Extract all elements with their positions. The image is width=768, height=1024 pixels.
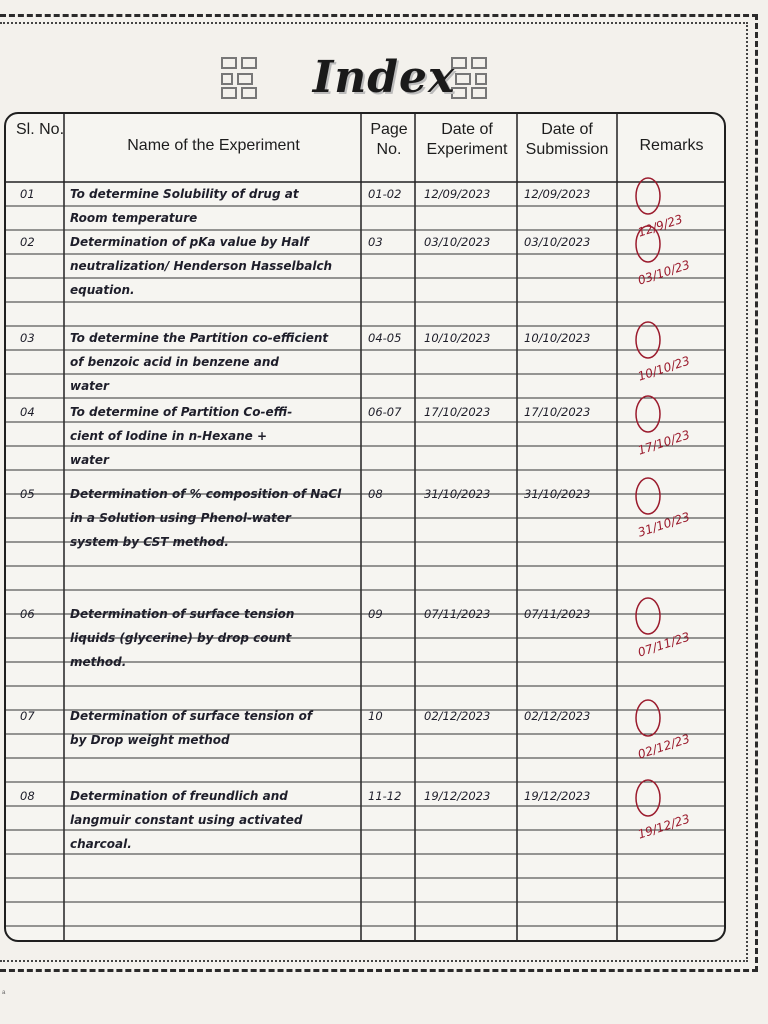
row-sl-no: 07 xyxy=(20,709,35,723)
remark-signature-mark xyxy=(636,700,660,736)
row-experiment-name-line: Determination of pKa value by Half xyxy=(70,235,309,249)
row-date-submission: 19/12/2023 xyxy=(524,789,591,803)
row-experiment-name-line: cient of Iodine in n-Hexane + xyxy=(70,429,268,443)
row-date-submission: 02/12/2023 xyxy=(524,709,591,723)
remark-signature-mark xyxy=(636,178,660,214)
row-experiment-name-line: in a Solution using Phenol-water xyxy=(70,511,291,525)
row-experiment-name-line: method. xyxy=(70,655,127,669)
row-remark-signature: 19/12/23 xyxy=(636,811,692,842)
row-sl-no: 02 xyxy=(20,235,35,249)
row-experiment-name-line: Determination of surface tension xyxy=(70,607,295,621)
header-date-submission: Date of Submission xyxy=(525,121,609,158)
row-experiment-name-line: To determine the Partition co-efficient xyxy=(70,331,329,345)
row-sl-no: 05 xyxy=(20,487,35,501)
row-date-experiment: 12/09/2023 xyxy=(424,187,491,201)
row-experiment-name-line: water xyxy=(70,453,109,467)
row-date-experiment: 19/12/2023 xyxy=(424,789,491,803)
row-date-submission: 17/10/2023 xyxy=(524,405,591,419)
remark-signature-mark xyxy=(636,780,660,816)
header-name: Name of the Experiment xyxy=(127,137,300,154)
row-experiment-name-line: langmuir constant using activated xyxy=(70,813,303,827)
row-date-experiment: 10/10/2023 xyxy=(424,331,491,345)
row-date-experiment: 31/10/2023 xyxy=(424,487,491,501)
header-page-no: Page No. xyxy=(370,121,408,158)
row-experiment-name-line: of benzoic acid in benzene and xyxy=(70,355,279,369)
row-sl-no: 03 xyxy=(20,331,35,345)
index-table xyxy=(4,112,726,942)
row-experiment-name-line: liquids (glycerine) by drop count xyxy=(70,631,292,645)
row-sl-no: 01 xyxy=(20,187,35,201)
row-page-no: 03 xyxy=(368,235,383,249)
header-remarks: Remarks xyxy=(639,137,704,154)
row-remark-signature: 12/9/23 xyxy=(636,211,685,240)
row-remark-signature: 03/10/23 xyxy=(636,257,692,288)
row-page-no: 04-05 xyxy=(368,331,402,345)
row-date-experiment: 02/12/2023 xyxy=(424,709,491,723)
row-experiment-name-line: water xyxy=(70,379,109,393)
row-page-no: 09 xyxy=(368,607,383,621)
remark-signature-mark xyxy=(636,396,660,432)
row-remark-signature: 02/12/23 xyxy=(636,731,692,762)
row-experiment-name-line: To determine Solubility of drug at xyxy=(70,187,299,201)
row-experiment-name-line: Determination of freundlich and xyxy=(70,789,288,803)
row-date-experiment: 03/10/2023 xyxy=(424,235,491,249)
row-page-no: 06-07 xyxy=(368,405,402,419)
remark-signature-mark xyxy=(636,598,660,634)
row-page-no: 11-12 xyxy=(368,789,402,803)
row-experiment-name-line: system by CST method. xyxy=(70,535,229,549)
row-page-no: 08 xyxy=(368,487,383,501)
row-page-no: 10 xyxy=(368,709,383,723)
page-title: Index xyxy=(312,52,456,103)
row-remark-signature: 07/11/23 xyxy=(636,629,692,660)
header-date-experiment: Date of Experiment xyxy=(426,121,508,158)
row-sl-no: 06 xyxy=(20,607,35,621)
row-remark-signature: 10/10/23 xyxy=(636,353,692,384)
remark-signature-mark xyxy=(636,322,660,358)
row-remark-signature: 31/10/23 xyxy=(636,509,692,540)
remark-signature-mark xyxy=(636,478,660,514)
row-date-submission: 10/10/2023 xyxy=(524,331,591,345)
row-date-submission: 07/11/2023 xyxy=(524,607,591,621)
row-sl-no: 04 xyxy=(20,405,35,419)
row-remark-signature: 17/10/23 xyxy=(636,427,692,458)
row-date-experiment: 17/10/2023 xyxy=(424,405,491,419)
row-experiment-name-line: Determination of surface tension of xyxy=(70,709,313,723)
row-date-experiment: 07/11/2023 xyxy=(424,607,491,621)
row-date-submission: 12/09/2023 xyxy=(524,187,591,201)
row-experiment-name-line: Determination of % composition of NaCl xyxy=(70,487,342,501)
row-sl-no: 08 xyxy=(20,789,35,803)
row-experiment-name-line: charcoal. xyxy=(70,837,132,851)
row-experiment-name-line: To determine of Partition Co-effi- xyxy=(70,405,293,419)
header-sl-no: Sl. No. xyxy=(16,121,65,138)
row-experiment-name-line: Room temperature xyxy=(70,211,198,225)
footnote: a xyxy=(2,990,6,996)
row-experiment-name-line: equation. xyxy=(70,283,135,297)
row-date-submission: 03/10/2023 xyxy=(524,235,591,249)
row-experiment-name-line: by Drop weight method xyxy=(70,733,230,747)
row-page-no: 01-02 xyxy=(368,187,402,201)
row-date-submission: 31/10/2023 xyxy=(524,487,591,501)
row-experiment-name-line: neutralization/ Henderson Hasselbalch xyxy=(70,259,333,273)
